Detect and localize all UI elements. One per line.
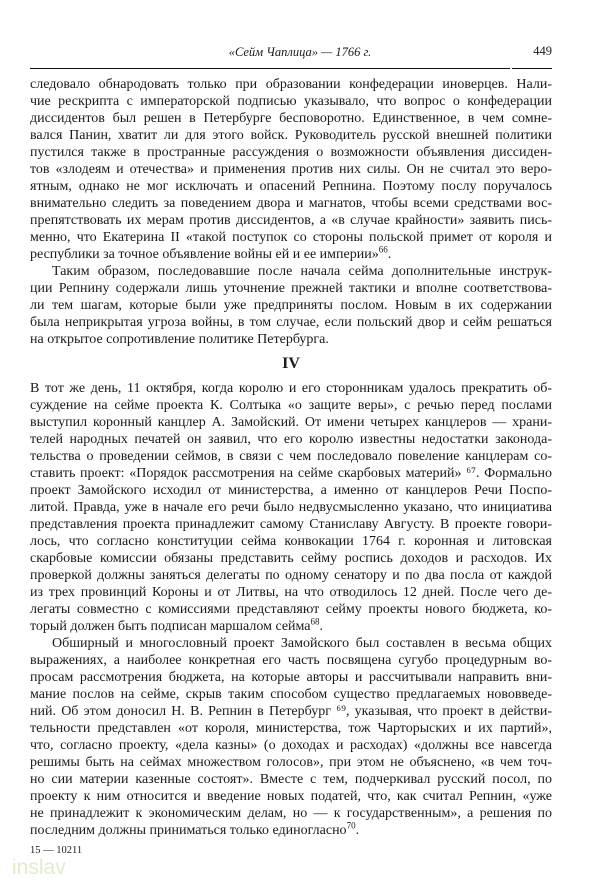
paragraph-2 (30, 263, 552, 348)
line-text: представления проекта принадлежит самому Станиславу Августу. В проекте говори- (30, 517, 552, 532)
text-line (30, 314, 552, 331)
paragraph-3 (30, 380, 552, 635)
text-line (30, 601, 552, 618)
line-text: легаты совместно с комиссиями представляют сейму проекты нового бюджета, ко- (30, 602, 552, 617)
line-text: вался Панин, хватит ли для этого войск. Руководитель русской внешней политики (30, 128, 552, 143)
line-text: ний. Об этом доносил Н. В. Репнин в Петербург ⁶⁹, указывая, что проект в действи- (30, 704, 552, 719)
punctuation: . (387, 247, 392, 262)
footnote-ref[interactable]: 68 (310, 616, 320, 627)
signature-mark: 15 — 10211 (30, 845, 83, 856)
text-line (30, 635, 552, 652)
line-text: внимательно следить за поведением двора и магнатов, чтобы всеми средствами вос- (30, 196, 552, 211)
text-line (30, 246, 552, 263)
text-line (30, 771, 552, 788)
text-line (30, 499, 552, 516)
line-text: выражениях, а наиболее конкретная его часть посвящена сугубо процедурным во- (30, 653, 552, 668)
line-text: тельности представлен «от короля, министерства, тож Чарторыских и их партий», (30, 721, 552, 736)
line-text: республики за точное объявление войны ей и ее империи» (30, 247, 379, 262)
line-text: тельства о проведении сеймов, в связи с чем последовало повеление канцлерам со- (30, 449, 552, 464)
line-text: ставить проект: «Порядок рассмотрения на сейме скарбовых материй» ⁶⁷. Формально (30, 466, 552, 481)
text-line (30, 161, 552, 178)
text-line (30, 465, 552, 482)
line-text: В тот же день, 11 октября, когда королю и его сторонникам удалось прекратить об- (30, 381, 552, 396)
line-text: телей народных печатей он заявил, что его королю известны недостатки законода- (30, 432, 552, 447)
text-line (30, 584, 552, 601)
line-text: но сии материи казенные состоят». Вместе с тем, подчеркивал русский посол, по (30, 772, 552, 787)
line-text: менно, что Екатерина II «такой поступок со стороны польской примет от короля и (30, 230, 552, 245)
text-line (30, 720, 552, 737)
line-text: что, согласно проекту, «дела казны» (о доходах и расходах) «должны все навсегда (30, 738, 552, 753)
text-line (30, 331, 552, 348)
text-line (30, 550, 552, 567)
header-rule (30, 68, 510, 69)
text-line (30, 516, 552, 533)
text-line (30, 178, 552, 195)
line-text: ции Репнину содержали лишь уточнение прежней тактики и вполне соответствова- (30, 281, 552, 296)
line-text: выступил коронный канцлер А. Замойский. От имени четырех канцлеров — храни- (30, 415, 552, 430)
line-text: пустился также в пространные рассуждения о возможности объявления диссиден- (30, 145, 552, 160)
text-line (30, 703, 552, 720)
text-line (30, 195, 552, 212)
line-text: препятствовать их мерам против диссидентов, а «в случае крайности» заявить пись- (30, 213, 552, 228)
text-line (30, 280, 552, 297)
text-line (30, 144, 552, 161)
line-text: скарбовые комиссии обязаны представить сейму роспись доходов и расходов. Их (30, 551, 552, 566)
line-text: проверкой должны заняться делегаты по одному сенатору и по два посла от каждой (30, 568, 552, 583)
text-line (30, 567, 552, 584)
text-line (30, 263, 552, 280)
line-text: проект Замойского исходил от министерства, а именно от канцлеров Речи Поспо- (30, 483, 552, 498)
header-rule-right (512, 68, 552, 69)
text-line (30, 380, 552, 397)
text-line (30, 431, 552, 448)
text-line (30, 533, 552, 550)
line-text: литой. Правда, уже в начале его речи было недвусмысленно указано, что инициатива (30, 500, 552, 515)
punctuation: . (319, 619, 324, 634)
line-text: лось, что согласно конституции сейма конвокации 1764 г. коронная и литовская (30, 534, 552, 549)
text-line (30, 212, 552, 229)
text-line (30, 93, 552, 110)
text-line (30, 482, 552, 499)
footnote-ref[interactable]: 66 (378, 244, 388, 255)
section-heading: IV (282, 355, 300, 372)
text-line (30, 127, 552, 144)
text-line (30, 754, 552, 771)
text-line (30, 737, 552, 754)
punctuation: . (355, 823, 360, 838)
text-line (30, 822, 552, 839)
running-title: «Сейм Чаплица» — 1766 г. (228, 45, 372, 59)
line-text: решимы быть на сеймах множеством голосов», при этом не объяснено, «в чем точ- (30, 755, 552, 770)
line-text: просам рассмотрения бюджета, на которые авторы и рассчитывали направить вни- (30, 670, 552, 685)
line-text: диссидентов был решен в Петербурге бесповоротно. Единственное, в чем сомне- (30, 111, 552, 126)
text-line (30, 618, 552, 635)
text-line (30, 652, 552, 669)
line-text: чие рескрипта с императорской подписью указывало, что вопрос о конфедерации (30, 94, 552, 109)
text-line (30, 448, 552, 465)
line-text: ятным, однако не мог исключать и опасений Репнина. Поэтому послу поручалось (30, 179, 552, 194)
text-line (30, 76, 552, 93)
text-line (30, 110, 552, 127)
watermark: inslav (12, 856, 66, 879)
line-text: торый должен быть подписан маршалом сейма (30, 619, 311, 634)
line-text: на открытое сопротивление политике Петербурга. (30, 332, 329, 347)
page-body (12, 76, 552, 879)
line-text: следовало обнародовать только при образовании конфедерации иноверцев. Нали- (30, 77, 552, 92)
paragraph-1 (30, 76, 552, 263)
text-line (30, 229, 552, 246)
line-text: последним должны приниматься только единогласно (30, 823, 347, 838)
text-line (30, 686, 552, 703)
line-text: проекту к ним относится и введение новых податей, что, как считал Репнин, «уже (30, 789, 552, 804)
paragraph-4 (30, 635, 552, 839)
line-text: тов «злодеям и отечества» и применения против них силы. Он не считал это веро- (30, 162, 552, 177)
line-text: ли тем шагам, которые были уже предприняты послом. Новым в их содержании (30, 298, 552, 313)
text-line (30, 669, 552, 686)
text-line (30, 297, 552, 314)
footnote-ref[interactable]: 70 (346, 820, 356, 831)
line-text: Таким образом, последовавшие после начала сейма дополнительные инструк- (52, 264, 552, 279)
line-text: мание послов на сейме, скрыв таким способом существо предлагаемых нововведе- (30, 687, 552, 702)
line-text: не принадлежит к экономическим делам, но — к государственным», а решения по (30, 806, 552, 821)
text-line (30, 397, 552, 414)
line-text: из трех провинций Короны и от Литвы, на что отводилось 12 дней. После чего де- (30, 585, 552, 600)
text-line (30, 805, 552, 822)
page-number: 449 (533, 44, 552, 58)
line-text: была неприкрытая угроза войны, в том случае, если польский двор и сейм решаться (30, 315, 552, 330)
text-line (30, 788, 552, 805)
line-text: Обширный и многословный проект Замойского был составлен в весьма общих (52, 636, 552, 651)
text-line (30, 414, 552, 431)
line-text: суждение на сейме проекта К. Солтыка «о защите веры», с речью перед послами (30, 398, 552, 413)
